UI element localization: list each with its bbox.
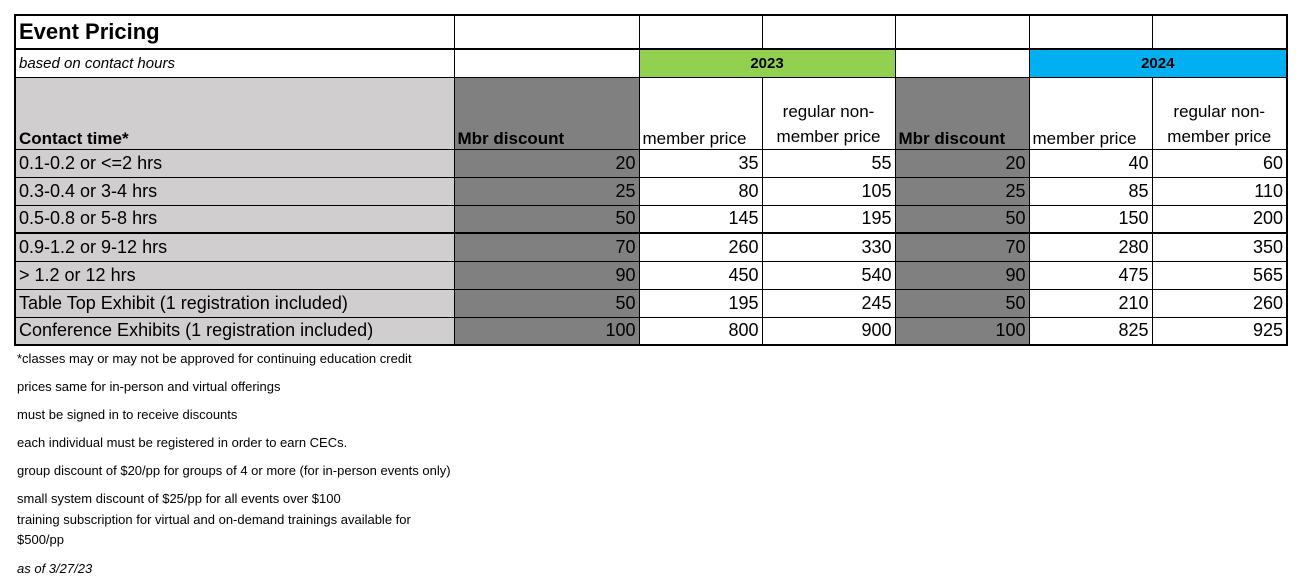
note-line: training subscription for virtual and on-demand trainings available for [17, 512, 411, 527]
mbr-discount-2023-cell: 20 [454, 149, 639, 177]
member-price-2023-cell: 800 [639, 317, 762, 345]
note-line: small system discount of $25/pp for all events over $100 [17, 491, 341, 506]
regular-price-2023-cell: 195 [762, 205, 895, 233]
member-price-2024-cell: 150 [1029, 205, 1152, 233]
member-price-2024-cell: 825 [1029, 317, 1152, 345]
empty-cell [895, 15, 1029, 49]
regular-price-2024-cell: 925 [1152, 317, 1287, 345]
table-row [15, 233, 1287, 261]
mbr-discount-2024-cell: 20 [895, 149, 1029, 177]
mbr-discount-2023-cell: 25 [454, 177, 639, 205]
header-mbr-discount-2023: Mbr discount [454, 77, 639, 149]
title-row [15, 15, 1287, 49]
empty-cell [639, 15, 762, 49]
mbr-discount-2024-cell: 70 [895, 233, 1029, 261]
regular-price-2024-cell: 110 [1152, 177, 1287, 205]
member-price-2024-cell: 280 [1029, 233, 1152, 261]
mbr-discount-2024-cell: 90 [895, 261, 1029, 289]
table-body [15, 149, 1287, 345]
member-price-2024-cell: 40 [1029, 149, 1152, 177]
mbr-discount-2023-cell: 70 [454, 233, 639, 261]
mbr-discount-2023-cell: 90 [454, 261, 639, 289]
member-price-2023-cell: 35 [639, 149, 762, 177]
empty-cell [1029, 15, 1152, 49]
mbr-discount-2023-cell: 100 [454, 317, 639, 345]
header-contact-time: Contact time* [15, 77, 454, 149]
year-2023-header: 2023 [639, 49, 895, 77]
member-price-2023-cell: 450 [639, 261, 762, 289]
regular-price-2024-cell: 350 [1152, 233, 1287, 261]
empty-cell [454, 15, 639, 49]
mbr-discount-2024-cell: 25 [895, 177, 1029, 205]
contact-time-cell: 0.5-0.8 or 5-8 hrs [15, 205, 454, 233]
regular-price-2024-cell: 200 [1152, 205, 1287, 233]
member-price-2024-cell: 475 [1029, 261, 1152, 289]
member-price-2024-cell: 85 [1029, 177, 1152, 205]
table-row [15, 177, 1287, 205]
contact-time-cell: > 1.2 or 12 hrs [15, 261, 454, 289]
regular-price-2023-cell: 245 [762, 289, 895, 317]
member-price-2023-cell: 195 [639, 289, 762, 317]
header-member-price-2023: member price [639, 77, 762, 149]
column-header-row [15, 77, 1287, 149]
page-title: Event Pricing [15, 15, 454, 49]
empty-cell [454, 49, 639, 77]
note-line: group discount of $20/pp for groups of 4 or more (for in-person events only) [17, 463, 451, 478]
member-price-2023-cell: 260 [639, 233, 762, 261]
member-price-2023-cell: 80 [639, 177, 762, 205]
header-regular-price-2024: regular non-member price [1152, 77, 1287, 149]
empty-cell [762, 15, 895, 49]
regular-price-2023-cell: 900 [762, 317, 895, 345]
regular-price-2024-cell: 60 [1152, 149, 1287, 177]
note-line: *classes may or may not be approved for continuing education credit [17, 351, 412, 366]
note-line: must be signed in to receive discounts [17, 407, 238, 422]
table-row [15, 317, 1287, 345]
contact-time-cell: Conference Exhibits (1 registration included) [15, 317, 454, 345]
as-of-date: as of 3/27/23 [17, 561, 93, 576]
table-row [15, 289, 1287, 317]
note-line: prices same for in-person and virtual offerings [17, 379, 281, 394]
member-price-2024-cell: 210 [1029, 289, 1152, 317]
table-row [15, 261, 1287, 289]
table-row [15, 205, 1287, 233]
table-row [15, 149, 1287, 177]
regular-price-2024-cell: 260 [1152, 289, 1287, 317]
header-member-price-2024: member price [1029, 77, 1152, 149]
mbr-discount-2023-cell: 50 [454, 289, 639, 317]
subtitle: based on contact hours [15, 49, 454, 77]
empty-cell [895, 49, 1029, 77]
mbr-discount-2023-cell: 50 [454, 205, 639, 233]
regular-price-2023-cell: 330 [762, 233, 895, 261]
mbr-discount-2024-cell: 50 [895, 289, 1029, 317]
mbr-discount-2024-cell: 50 [895, 205, 1029, 233]
regular-price-2023-cell: 540 [762, 261, 895, 289]
year-2024-header: 2024 [1029, 49, 1287, 77]
regular-price-2023-cell: 55 [762, 149, 895, 177]
mbr-discount-2024-cell: 100 [895, 317, 1029, 345]
note-line: each individual must be registered in order to earn CECs. [17, 435, 348, 450]
contact-time-cell: 0.3-0.4 or 3-4 hrs [15, 177, 454, 205]
empty-cell [1152, 15, 1287, 49]
header-mbr-discount-2024: Mbr discount [895, 77, 1029, 149]
header-regular-price-2023: regular non-member price [762, 77, 895, 149]
contact-time-cell: Table Top Exhibit (1 registration included) [15, 289, 454, 317]
year-row [15, 49, 1287, 77]
regular-price-2023-cell: 105 [762, 177, 895, 205]
regular-price-2024-cell: 565 [1152, 261, 1287, 289]
contact-time-cell: 0.9-1.2 or 9-12 hrs [15, 233, 454, 261]
member-price-2023-cell: 145 [639, 205, 762, 233]
pricing-table [14, 14, 1288, 346]
note-line: $500/pp [17, 532, 64, 547]
contact-time-cell: 0.1-0.2 or <=2 hrs [15, 149, 454, 177]
